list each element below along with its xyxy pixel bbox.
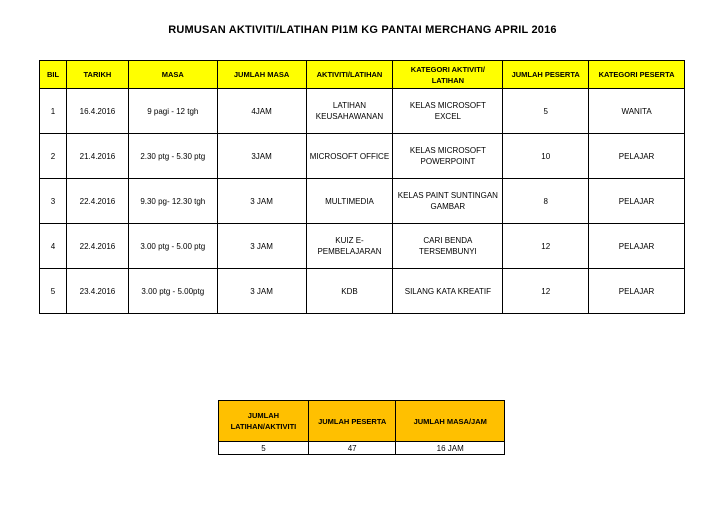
cell-tarikh: 21.4.2016 [66,134,128,179]
cell-kategori-aktiviti: KELAS PAINT SUNTINGAN GAMBAR [393,179,503,224]
cell-bil: 3 [40,179,67,224]
table-row [40,179,685,224]
header-masa: MASA [128,61,217,89]
cell-jumlah-peserta: 12 [503,224,589,269]
header-kategori-aktiviti: KATEGORI AKTIVITI/ LATIHAN [393,61,503,89]
cell-jumlah-masa: 4JAM [217,89,306,134]
table-row [40,134,685,179]
cell-tarikh: 22.4.2016 [66,224,128,269]
cell-kategori-aktiviti: SILANG KATA KREATIF [393,269,503,314]
cell-masa: 3.00 ptg - 5.00 ptg [128,224,217,269]
cell-aktiviti: MICROSOFT OFFICE [306,134,393,179]
cell-aktiviti: LATIHAN KEUSAHAWANAN [306,89,393,134]
cell-jumlah-peserta: 5 [503,89,589,134]
table-row [40,269,685,314]
cell-kategori-peserta: PELAJAR [589,224,685,269]
cell-jumlah-masa: 3 JAM [217,179,306,224]
cell-jumlah-masa: 3 JAM [217,224,306,269]
cell-bil: 4 [40,224,67,269]
summary-header-jumlah-latihan: JUMLAH LATIHAN/AKTIVITI [219,401,309,442]
cell-aktiviti: KDB [306,269,393,314]
table-row [40,89,685,134]
summary-header-jumlah-peserta: JUMLAH PESERTA [308,401,396,442]
cell-jumlah-masa: 3JAM [217,134,306,179]
cell-aktiviti: MULTIMEDIA [306,179,393,224]
table-header-row [40,61,685,89]
summary-header-jumlah-masa: JUMLAH MASA/JAM [396,401,505,442]
cell-tarikh: 16.4.2016 [66,89,128,134]
header-bil: BIL [40,61,67,89]
cell-kategori-peserta: PELAJAR [589,134,685,179]
summary-jumlah-masa: 16 JAM [396,442,505,455]
cell-aktiviti: KUIZ E-PEMBELAJARAN [306,224,393,269]
cell-masa: 2.30 ptg - 5.30 ptg [128,134,217,179]
cell-jumlah-masa: 3 JAM [217,269,306,314]
summary-jumlah-peserta: 47 [308,442,396,455]
header-kategori-peserta: KATEGORI PESERTA [589,61,685,89]
cell-bil: 2 [40,134,67,179]
cell-kategori-aktiviti: KELAS MICROSOFT EXCEL [393,89,503,134]
cell-kategori-peserta: WANITA [589,89,685,134]
header-jumlah-peserta: JUMLAH PESERTA [503,61,589,89]
summary-value-row [219,442,505,455]
cell-jumlah-peserta: 10 [503,134,589,179]
cell-masa: 9.30 pg- 12.30 tgh [128,179,217,224]
cell-jumlah-peserta: 12 [503,269,589,314]
cell-tarikh: 22.4.2016 [66,179,128,224]
summary-header-row [219,401,505,442]
cell-masa: 9 pagi - 12 tgh [128,89,217,134]
cell-bil: 5 [40,269,67,314]
header-tarikh: TARIKH [66,61,128,89]
cell-jumlah-peserta: 8 [503,179,589,224]
cell-bil: 1 [40,89,67,134]
cell-kategori-peserta: PELAJAR [589,179,685,224]
cell-tarikh: 23.4.2016 [66,269,128,314]
cell-kategori-aktiviti: CARI BENDA TERSEMBUNYI [393,224,503,269]
cell-kategori-aktiviti: KELAS MICROSOFT POWERPOINT [393,134,503,179]
header-aktiviti: AKTIVITI/LATIHAN [306,61,393,89]
header-jumlah-masa: JUMLAH MASA [217,61,306,89]
summary-jumlah-latihan: 5 [219,442,309,455]
activity-table [39,60,685,314]
cell-kategori-peserta: PELAJAR [589,269,685,314]
page-title: RUMUSAN AKTIVITI/LATIHAN PI1M KG PANTAI MERCHANG APRIL 2016 [168,24,557,36]
table-row [40,224,685,269]
cell-masa: 3.00 ptg - 5.00ptg [128,269,217,314]
summary-table [218,400,505,455]
